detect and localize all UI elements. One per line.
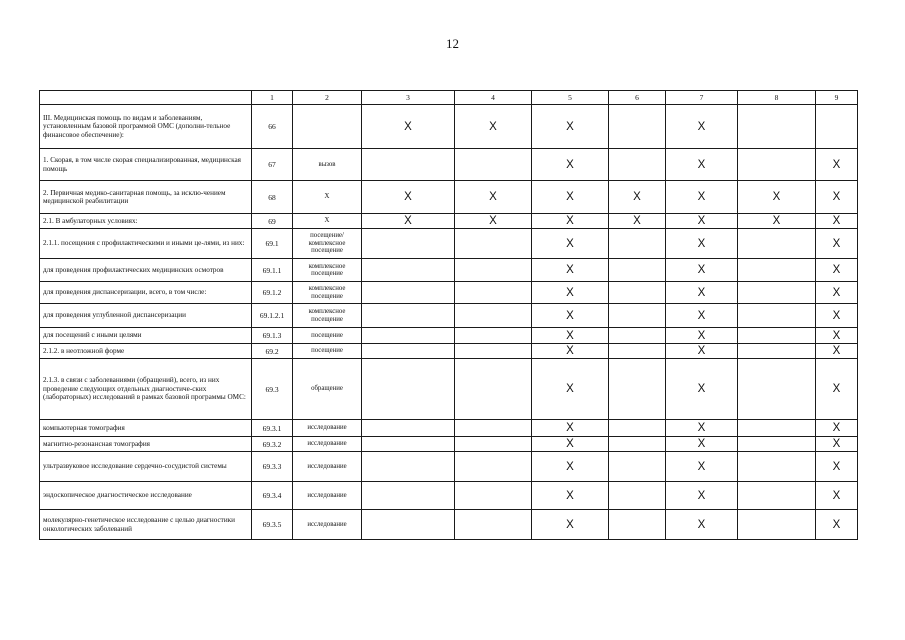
row-col8-cell: X bbox=[738, 181, 816, 214]
row-code-cell: 69.1.2.1 bbox=[252, 304, 293, 328]
row-unit-cell: исследование bbox=[293, 452, 362, 482]
row-col7-cell: X bbox=[666, 181, 738, 214]
table-row bbox=[40, 452, 858, 482]
row-col4-cell bbox=[455, 482, 532, 510]
row-col4-cell: X bbox=[455, 105, 532, 149]
row-col4-cell: X bbox=[455, 181, 532, 214]
row-col9-cell: X bbox=[816, 452, 858, 482]
row-col3-cell bbox=[362, 452, 455, 482]
row-col8-cell bbox=[738, 437, 816, 452]
row-col8-cell: X bbox=[738, 214, 816, 229]
table-row bbox=[40, 214, 858, 229]
row-col3-cell bbox=[362, 344, 455, 359]
header-cell: 2 bbox=[293, 91, 362, 105]
row-col5-cell: X bbox=[532, 229, 609, 259]
row-col6-cell bbox=[609, 149, 666, 181]
row-col6-cell bbox=[609, 328, 666, 344]
row-col4-cell bbox=[455, 328, 532, 344]
row-col4-cell bbox=[455, 420, 532, 437]
table-row bbox=[40, 229, 858, 259]
row-col5-cell: X bbox=[532, 304, 609, 328]
row-col6-cell bbox=[609, 420, 666, 437]
row-name-cell: 2.1.1. посещения с профилактическими и иными це-лями, из них: bbox=[40, 229, 252, 259]
row-col4-cell bbox=[455, 282, 532, 304]
row-col3-cell bbox=[362, 259, 455, 282]
row-col8-cell bbox=[738, 304, 816, 328]
row-unit-cell: X bbox=[293, 181, 362, 214]
row-col3-cell bbox=[362, 359, 455, 420]
row-name-cell: 2. Первичная медико-санитарная помощь, за исклю-чением медицинской реабилитации bbox=[40, 181, 252, 214]
table-row bbox=[40, 437, 858, 452]
table-row bbox=[40, 344, 858, 359]
header-cell: 4 bbox=[455, 91, 532, 105]
row-col8-cell bbox=[738, 149, 816, 181]
row-col7-cell: X bbox=[666, 282, 738, 304]
header-cell: 9 bbox=[816, 91, 858, 105]
row-col8-cell bbox=[738, 482, 816, 510]
row-col5-cell: X bbox=[532, 181, 609, 214]
row-col3-cell bbox=[362, 328, 455, 344]
row-code-cell: 69.3.1 bbox=[252, 420, 293, 437]
row-code-cell: 69 bbox=[252, 214, 293, 229]
row-name-cell: III. Медицинская помощь по видам и заболеваниям, установленным базовой программой ОМС (дополни-тельное финансовое обеспечение): bbox=[40, 105, 252, 149]
row-col5-cell: X bbox=[532, 344, 609, 359]
row-name-cell: магнитно-резонансная томография bbox=[40, 437, 252, 452]
row-col3-cell bbox=[362, 282, 455, 304]
row-col9-cell bbox=[816, 105, 858, 149]
row-col9-cell: X bbox=[816, 282, 858, 304]
row-unit-cell: исследование bbox=[293, 420, 362, 437]
row-name-cell: для проведения углубленной диспансеризации bbox=[40, 304, 252, 328]
row-col4-cell bbox=[455, 359, 532, 420]
row-col5-cell: X bbox=[532, 328, 609, 344]
row-col3-cell bbox=[362, 482, 455, 510]
row-name-cell: для посещений с иными целями bbox=[40, 328, 252, 344]
row-col5-cell: X bbox=[532, 359, 609, 420]
row-col9-cell: X bbox=[816, 149, 858, 181]
row-col6-cell bbox=[609, 437, 666, 452]
row-code-cell: 67 bbox=[252, 149, 293, 181]
row-unit-cell: комплексное посещение bbox=[293, 304, 362, 328]
row-col9-cell: X bbox=[816, 359, 858, 420]
row-code-cell: 69.1.3 bbox=[252, 328, 293, 344]
row-col9-cell: X bbox=[816, 344, 858, 359]
row-code-cell: 66 bbox=[252, 105, 293, 149]
row-col8-cell bbox=[738, 344, 816, 359]
row-col8-cell bbox=[738, 105, 816, 149]
row-name-cell: для проведения профилактических медицинских осмотров bbox=[40, 259, 252, 282]
table-row bbox=[40, 420, 858, 437]
row-col3-cell: X bbox=[362, 181, 455, 214]
row-col5-cell: X bbox=[532, 420, 609, 437]
table-row bbox=[40, 149, 858, 181]
row-col5-cell: X bbox=[532, 437, 609, 452]
row-col5-cell: X bbox=[532, 282, 609, 304]
row-col5-cell: X bbox=[532, 510, 609, 540]
table-row bbox=[40, 181, 858, 214]
row-code-cell: 69.3.3 bbox=[252, 452, 293, 482]
header-cell: 7 bbox=[666, 91, 738, 105]
row-name-cell: ультразвуковое исследование сердечно-сосудистой системы bbox=[40, 452, 252, 482]
row-col6-cell bbox=[609, 359, 666, 420]
row-name-cell: молекулярно-генетическое исследование с целью диагностики онкологических заболеваний bbox=[40, 510, 252, 540]
row-col6-cell bbox=[609, 259, 666, 282]
row-name-cell: эндоскопическое диагностическое исследование bbox=[40, 482, 252, 510]
row-col7-cell: X bbox=[666, 452, 738, 482]
row-col7-cell: X bbox=[666, 328, 738, 344]
row-col8-cell bbox=[738, 420, 816, 437]
row-name-cell: для проведения диспансеризации, всего, в том числе: bbox=[40, 282, 252, 304]
row-col3-cell bbox=[362, 229, 455, 259]
row-col7-cell: X bbox=[666, 259, 738, 282]
row-code-cell: 69.2 bbox=[252, 344, 293, 359]
row-col3-cell bbox=[362, 149, 455, 181]
row-col3-cell: X bbox=[362, 105, 455, 149]
row-unit-cell: X bbox=[293, 214, 362, 229]
row-col3-cell bbox=[362, 510, 455, 540]
row-col6-cell: X bbox=[609, 181, 666, 214]
table-row bbox=[40, 282, 858, 304]
row-unit-cell: исследование bbox=[293, 482, 362, 510]
row-col8-cell bbox=[738, 328, 816, 344]
page-number: 12 bbox=[446, 36, 459, 51]
row-name-cell: 1. Скорая, в том числе скорая специализированная, медицинская помощь bbox=[40, 149, 252, 181]
row-col6-cell bbox=[609, 452, 666, 482]
row-col3-cell: X bbox=[362, 214, 455, 229]
row-col6-cell bbox=[609, 482, 666, 510]
row-col7-cell: X bbox=[666, 437, 738, 452]
row-col5-cell: X bbox=[532, 149, 609, 181]
row-col9-cell: X bbox=[816, 420, 858, 437]
row-col7-cell: X bbox=[666, 344, 738, 359]
row-col8-cell bbox=[738, 229, 816, 259]
table-row bbox=[40, 510, 858, 540]
table-row bbox=[40, 482, 858, 510]
row-code-cell: 69.3.4 bbox=[252, 482, 293, 510]
row-unit-cell: исследование bbox=[293, 510, 362, 540]
row-name-cell: компьютерная томография bbox=[40, 420, 252, 437]
header-cell: 1 bbox=[252, 91, 293, 105]
row-col4-cell bbox=[455, 510, 532, 540]
row-col9-cell: X bbox=[816, 229, 858, 259]
row-col3-cell bbox=[362, 437, 455, 452]
row-col6-cell bbox=[609, 282, 666, 304]
row-code-cell: 69.1.1 bbox=[252, 259, 293, 282]
header-row bbox=[40, 91, 858, 105]
row-col7-cell: X bbox=[666, 359, 738, 420]
row-col4-cell: X bbox=[455, 214, 532, 229]
table-body bbox=[40, 91, 858, 540]
row-col3-cell bbox=[362, 420, 455, 437]
row-col4-cell bbox=[455, 344, 532, 359]
table-row bbox=[40, 304, 858, 328]
row-code-cell: 69.3.2 bbox=[252, 437, 293, 452]
row-col3-cell bbox=[362, 304, 455, 328]
row-col6-cell bbox=[609, 304, 666, 328]
row-col7-cell: X bbox=[666, 510, 738, 540]
row-unit-cell: обращение bbox=[293, 359, 362, 420]
header-cell-empty bbox=[40, 91, 252, 105]
header-cell: 6 bbox=[609, 91, 666, 105]
row-col8-cell bbox=[738, 510, 816, 540]
row-col8-cell bbox=[738, 359, 816, 420]
row-col5-cell: X bbox=[532, 259, 609, 282]
row-unit-cell: комплексное посещение bbox=[293, 259, 362, 282]
table-row bbox=[40, 328, 858, 344]
row-col8-cell bbox=[738, 259, 816, 282]
row-col5-cell: X bbox=[532, 214, 609, 229]
row-col9-cell: X bbox=[816, 214, 858, 229]
row-col7-cell: X bbox=[666, 304, 738, 328]
row-col6-cell bbox=[609, 229, 666, 259]
row-col9-cell: X bbox=[816, 437, 858, 452]
row-col7-cell: X bbox=[666, 149, 738, 181]
row-col7-cell: X bbox=[666, 105, 738, 149]
row-unit-cell: посещение bbox=[293, 344, 362, 359]
row-code-cell: 69.3.5 bbox=[252, 510, 293, 540]
row-name-cell: 2.1. В амбулаторных условиях: bbox=[40, 214, 252, 229]
row-col6-cell bbox=[609, 105, 666, 149]
row-col4-cell bbox=[455, 149, 532, 181]
row-col7-cell: X bbox=[666, 420, 738, 437]
row-col4-cell bbox=[455, 304, 532, 328]
header-cell: 8 bbox=[738, 91, 816, 105]
row-col8-cell bbox=[738, 282, 816, 304]
header-cell: 3 bbox=[362, 91, 455, 105]
row-col7-cell: X bbox=[666, 482, 738, 510]
table-row bbox=[40, 105, 858, 149]
row-col9-cell: X bbox=[816, 328, 858, 344]
row-col4-cell bbox=[455, 229, 532, 259]
table-row bbox=[40, 259, 858, 282]
row-col7-cell: X bbox=[666, 214, 738, 229]
row-name-cell: 2.1.2. в неотложной форме bbox=[40, 344, 252, 359]
row-col5-cell: X bbox=[532, 105, 609, 149]
row-col9-cell: X bbox=[816, 304, 858, 328]
header-cell: 5 bbox=[532, 91, 609, 105]
row-unit-cell: вызов bbox=[293, 149, 362, 181]
row-unit-cell: посещение/ комплексное посещение bbox=[293, 229, 362, 259]
row-col5-cell: X bbox=[532, 482, 609, 510]
row-name-cell: 2.1.3. в связи с заболеваниями (обращений), всего, из них проведение следующих отдельных диагностиче-ских (лабораторных) исследований в рамках базовой программы ОМС: bbox=[40, 359, 252, 420]
row-code-cell: 69.1 bbox=[252, 229, 293, 259]
row-code-cell: 69.3 bbox=[252, 359, 293, 420]
row-unit-cell: комплексное посещение bbox=[293, 282, 362, 304]
row-col6-cell bbox=[609, 510, 666, 540]
row-col9-cell: X bbox=[816, 259, 858, 282]
row-col7-cell: X bbox=[666, 229, 738, 259]
services-table bbox=[39, 90, 858, 540]
row-col5-cell: X bbox=[532, 452, 609, 482]
row-unit-cell: исследование bbox=[293, 437, 362, 452]
row-code-cell: 68 bbox=[252, 181, 293, 214]
row-col9-cell: X bbox=[816, 482, 858, 510]
row-code-cell: 69.1.2 bbox=[252, 282, 293, 304]
row-col8-cell bbox=[738, 452, 816, 482]
row-col4-cell bbox=[455, 452, 532, 482]
row-col9-cell: X bbox=[816, 510, 858, 540]
row-col9-cell: X bbox=[816, 181, 858, 214]
row-col4-cell bbox=[455, 259, 532, 282]
row-col6-cell bbox=[609, 344, 666, 359]
row-unit-cell bbox=[293, 105, 362, 149]
table-row bbox=[40, 359, 858, 420]
row-col6-cell: X bbox=[609, 214, 666, 229]
row-unit-cell: посещение bbox=[293, 328, 362, 344]
row-col4-cell bbox=[455, 437, 532, 452]
